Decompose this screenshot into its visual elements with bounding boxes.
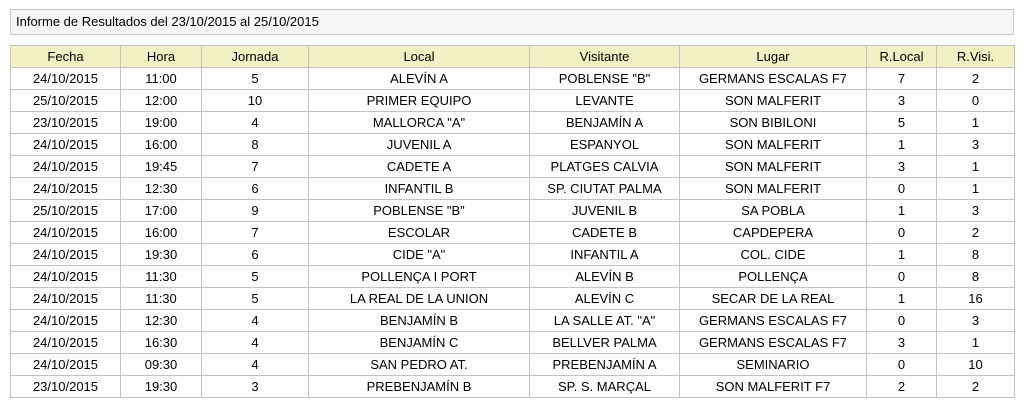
header-row xyxy=(11,46,1015,68)
cell-visitante: SP. S. MARÇAL xyxy=(530,376,680,398)
cell-local: POLLENÇA I PORT xyxy=(309,266,530,288)
cell-fecha: 23/10/2015 xyxy=(11,376,121,398)
cell-visitante: LEVANTE xyxy=(530,90,680,112)
cell-fecha: 24/10/2015 xyxy=(11,68,121,90)
header-fecha: Fecha xyxy=(11,46,121,68)
cell-hora: 09:30 xyxy=(121,354,202,376)
cell-visitante: INFANTIL A xyxy=(530,244,680,266)
table-row xyxy=(11,134,1015,156)
cell-r-visi: 8 xyxy=(937,244,1015,266)
cell-lugar: SON MALFERIT xyxy=(680,134,867,156)
cell-lugar: SEMINARIO xyxy=(680,354,867,376)
cell-r-visi: 1 xyxy=(937,178,1015,200)
cell-lugar: GERMANS ESCALAS F7 xyxy=(680,68,867,90)
cell-hora: 11:30 xyxy=(121,266,202,288)
table-row xyxy=(11,266,1015,288)
cell-lugar: SON MALFERIT xyxy=(680,90,867,112)
cell-hora: 12:00 xyxy=(121,90,202,112)
header-r-visi: R.Visi. xyxy=(937,46,1015,68)
cell-jornada: 6 xyxy=(202,178,309,200)
cell-r-local: 3 xyxy=(867,332,937,354)
cell-r-local: 3 xyxy=(867,156,937,178)
cell-r-visi: 1 xyxy=(937,112,1015,134)
table-row xyxy=(11,310,1015,332)
cell-hora: 16:00 xyxy=(121,134,202,156)
cell-r-local: 2 xyxy=(867,376,937,398)
table-row xyxy=(11,288,1015,310)
cell-lugar: SON MALFERIT xyxy=(680,156,867,178)
table-header xyxy=(11,46,1015,68)
cell-hora: 19:00 xyxy=(121,112,202,134)
cell-r-local: 3 xyxy=(867,90,937,112)
cell-fecha: 24/10/2015 xyxy=(11,134,121,156)
cell-visitante: BELLVER PALMA xyxy=(530,332,680,354)
cell-r-visi: 8 xyxy=(937,266,1015,288)
cell-r-local: 1 xyxy=(867,244,937,266)
cell-r-visi: 2 xyxy=(937,222,1015,244)
table-row xyxy=(11,354,1015,376)
cell-r-local: 5 xyxy=(867,112,937,134)
cell-r-local: 0 xyxy=(867,266,937,288)
table-row xyxy=(11,156,1015,178)
cell-r-visi: 3 xyxy=(937,134,1015,156)
cell-visitante: ALEVÍN B xyxy=(530,266,680,288)
table-row xyxy=(11,244,1015,266)
cell-lugar: SON BIBILONI xyxy=(680,112,867,134)
table-row xyxy=(11,376,1015,398)
cell-jornada: 4 xyxy=(202,354,309,376)
cell-local: SAN PEDRO AT. xyxy=(309,354,530,376)
cell-jornada: 7 xyxy=(202,222,309,244)
header-visitante: Visitante xyxy=(530,46,680,68)
cell-local: ALEVÍN A xyxy=(309,68,530,90)
cell-fecha: 25/10/2015 xyxy=(11,200,121,222)
cell-visitante: POBLENSE "B" xyxy=(530,68,680,90)
cell-local: ESCOLAR xyxy=(309,222,530,244)
cell-r-visi: 3 xyxy=(937,200,1015,222)
cell-hora: 19:30 xyxy=(121,376,202,398)
table-row xyxy=(11,68,1015,90)
cell-hora: 16:30 xyxy=(121,332,202,354)
cell-r-local: 1 xyxy=(867,288,937,310)
cell-fecha: 24/10/2015 xyxy=(11,288,121,310)
header-jornada: Jornada xyxy=(202,46,309,68)
cell-jornada: 5 xyxy=(202,266,309,288)
cell-visitante: BENJAMÍN A xyxy=(530,112,680,134)
cell-visitante: JUVENIL B xyxy=(530,200,680,222)
cell-r-visi: 2 xyxy=(937,68,1015,90)
cell-r-visi: 16 xyxy=(937,288,1015,310)
cell-jornada: 9 xyxy=(202,200,309,222)
cell-local: JUVENIL A xyxy=(309,134,530,156)
cell-jornada: 8 xyxy=(202,134,309,156)
cell-lugar: COL. CIDE xyxy=(680,244,867,266)
table-row xyxy=(11,90,1015,112)
cell-jornada: 5 xyxy=(202,288,309,310)
header-r-local: R.Local xyxy=(867,46,937,68)
cell-lugar: SECAR DE LA REAL xyxy=(680,288,867,310)
cell-r-visi: 1 xyxy=(937,332,1015,354)
cell-local: MALLORCA "A" xyxy=(309,112,530,134)
cell-hora: 11:30 xyxy=(121,288,202,310)
cell-fecha: 23/10/2015 xyxy=(11,112,121,134)
cell-r-local: 0 xyxy=(867,310,937,332)
cell-local: CADETE A xyxy=(309,156,530,178)
cell-r-local: 0 xyxy=(867,178,937,200)
cell-jornada: 3 xyxy=(202,376,309,398)
cell-jornada: 6 xyxy=(202,244,309,266)
cell-jornada: 4 xyxy=(202,310,309,332)
cell-lugar: SA POBLA xyxy=(680,200,867,222)
table-body xyxy=(11,68,1015,398)
cell-jornada: 4 xyxy=(202,112,309,134)
header-hora: Hora xyxy=(121,46,202,68)
cell-visitante: LA SALLE AT. "A" xyxy=(530,310,680,332)
cell-r-local: 1 xyxy=(867,200,937,222)
cell-hora: 16:00 xyxy=(121,222,202,244)
cell-local: BENJAMÍN B xyxy=(309,310,530,332)
header-local: Local xyxy=(309,46,530,68)
table-row xyxy=(11,200,1015,222)
cell-hora: 12:30 xyxy=(121,310,202,332)
cell-fecha: 24/10/2015 xyxy=(11,310,121,332)
cell-r-visi: 1 xyxy=(937,156,1015,178)
cell-fecha: 24/10/2015 xyxy=(11,244,121,266)
table-row xyxy=(11,178,1015,200)
cell-hora: 17:00 xyxy=(121,200,202,222)
table-row xyxy=(11,332,1015,354)
cell-r-local: 7 xyxy=(867,68,937,90)
cell-fecha: 24/10/2015 xyxy=(11,178,121,200)
cell-local: LA REAL DE LA UNION xyxy=(309,288,530,310)
cell-jornada: 5 xyxy=(202,68,309,90)
cell-hora: 12:30 xyxy=(121,178,202,200)
cell-fecha: 24/10/2015 xyxy=(11,332,121,354)
cell-visitante: ESPANYOL xyxy=(530,134,680,156)
cell-visitante: CADETE B xyxy=(530,222,680,244)
cell-hora: 11:00 xyxy=(121,68,202,90)
cell-local: PREBENJAMÍN B xyxy=(309,376,530,398)
cell-lugar: SON MALFERIT xyxy=(680,178,867,200)
cell-local: PRIMER EQUIPO xyxy=(309,90,530,112)
cell-r-local: 0 xyxy=(867,354,937,376)
cell-lugar: GERMANS ESCALAS F7 xyxy=(680,310,867,332)
cell-lugar: CAPDEPERA xyxy=(680,222,867,244)
cell-lugar: POLLENÇA xyxy=(680,266,867,288)
cell-fecha: 24/10/2015 xyxy=(11,266,121,288)
cell-hora: 19:30 xyxy=(121,244,202,266)
cell-visitante: ALEVÍN C xyxy=(530,288,680,310)
report-title: Informe de Resultados del 23/10/2015 al 25/10/2015 xyxy=(10,9,1014,35)
cell-fecha: 24/10/2015 xyxy=(11,222,121,244)
cell-visitante: PLATGES CALVIA xyxy=(530,156,680,178)
results-table xyxy=(10,45,1015,398)
cell-r-visi: 10 xyxy=(937,354,1015,376)
cell-local: POBLENSE "B" xyxy=(309,200,530,222)
header-lugar: Lugar xyxy=(680,46,867,68)
cell-hora: 19:45 xyxy=(121,156,202,178)
cell-r-local: 0 xyxy=(867,222,937,244)
cell-fecha: 25/10/2015 xyxy=(11,90,121,112)
cell-r-local: 1 xyxy=(867,134,937,156)
cell-visitante: SP. CIUTAT PALMA xyxy=(530,178,680,200)
cell-jornada: 10 xyxy=(202,90,309,112)
table-row xyxy=(11,112,1015,134)
cell-lugar: GERMANS ESCALAS F7 xyxy=(680,332,867,354)
table-row xyxy=(11,222,1015,244)
cell-local: INFANTIL B xyxy=(309,178,530,200)
cell-jornada: 4 xyxy=(202,332,309,354)
cell-r-visi: 0 xyxy=(937,90,1015,112)
cell-lugar: SON MALFERIT F7 xyxy=(680,376,867,398)
cell-local: CIDE "A" xyxy=(309,244,530,266)
cell-local: BENJAMÍN C xyxy=(309,332,530,354)
cell-r-visi: 3 xyxy=(937,310,1015,332)
cell-r-visi: 2 xyxy=(937,376,1015,398)
cell-jornada: 7 xyxy=(202,156,309,178)
cell-fecha: 24/10/2015 xyxy=(11,354,121,376)
cell-visitante: PREBENJAMÍN A xyxy=(530,354,680,376)
cell-fecha: 24/10/2015 xyxy=(11,156,121,178)
